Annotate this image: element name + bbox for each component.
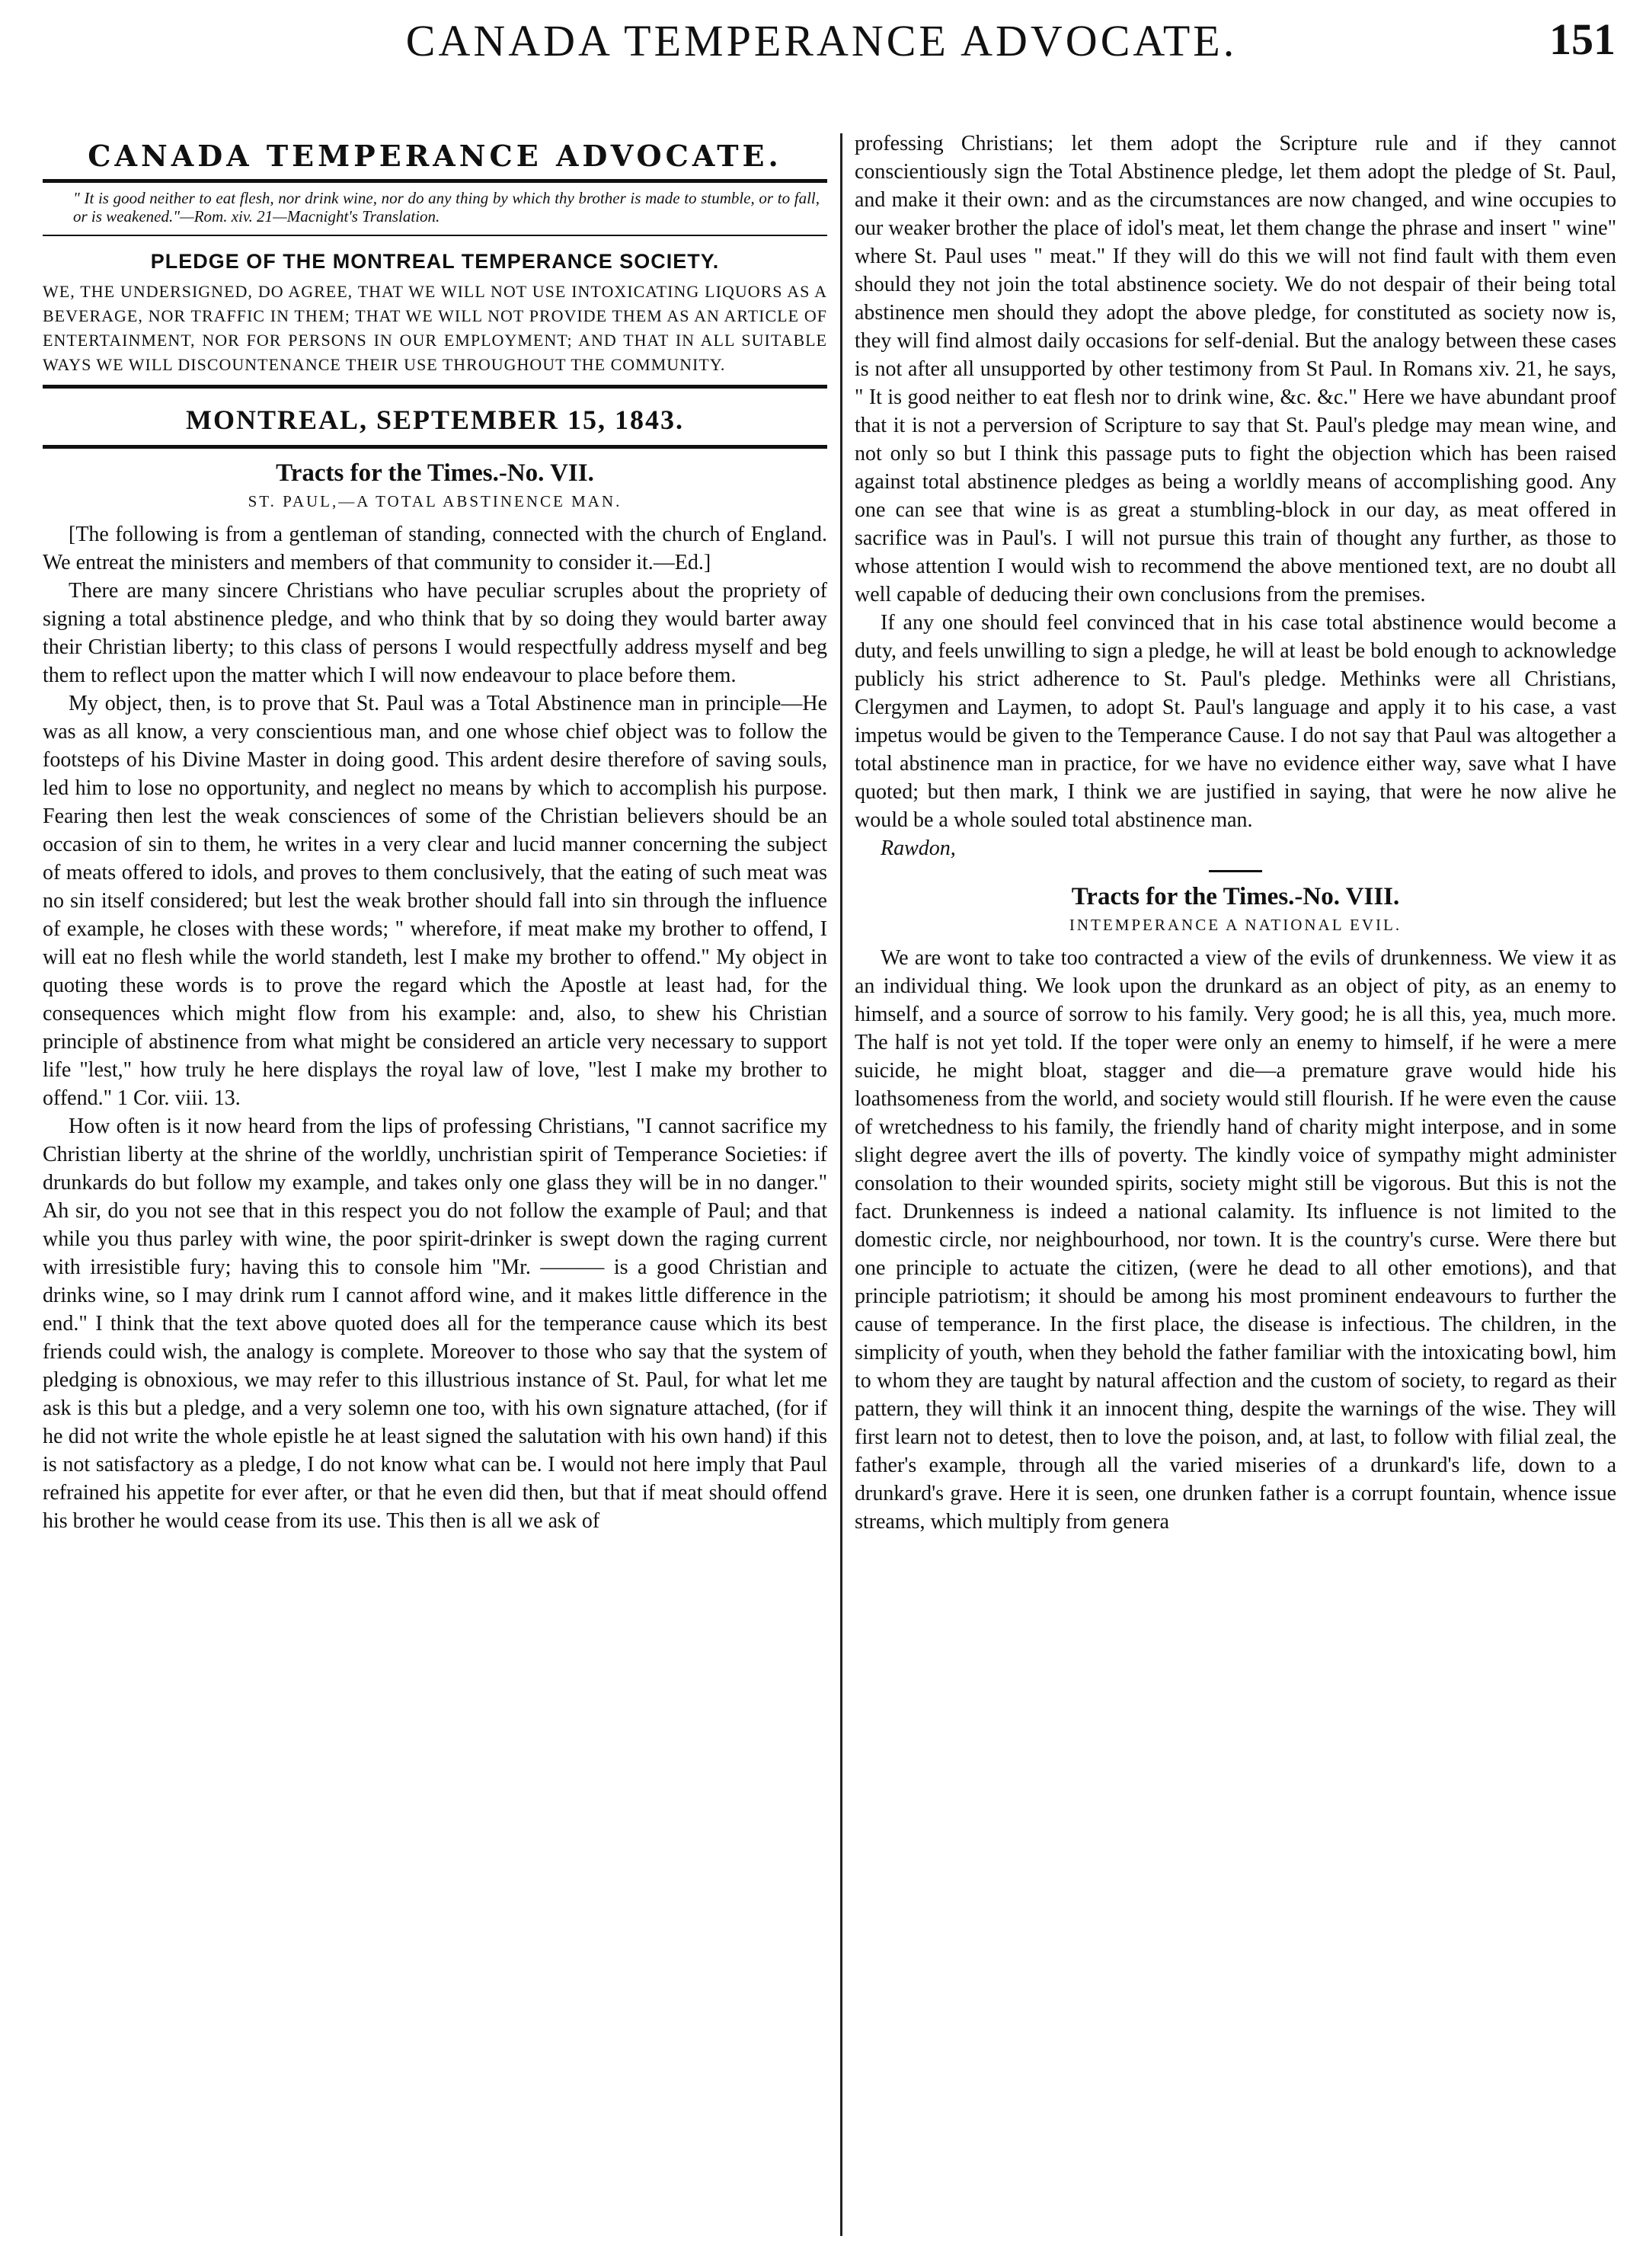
tract-title: Tracts for the Times.-No. VIII.: [1071, 883, 1400, 910]
body-paragraph: How often is it now heard from the lips of professing Christians, "I cannot sacrifice my Christian liberty at the shrine of the worldly, unchristian spirit of Temperance Societies: if drunkards do but follow my example, and takes only one glass they will be in no danger." Ah sir, do you not see that in this respect you do not follow the example of Paul; and that while you thus parley with wine, the poor spirit-drinker is swept down the raging current with irresistible fury; having this to console him "Mr. ——— is a good Christian and drinks wine, so I may drink rum I cannot afford wine, and it makes little difference in the end." I think that the text above quoted does all for the temperance cause which its best friends could wish, the analogy is complete. Moreover to those who say that the system of pledging is obnoxious, we may refer to this illustrious instance of St. Paul, for what let me ask is this but a pledge, and a very solemn one too, with his own signature attached, (for if he did not write the whole epistle he at least signed the salutation with his own hand) if this is not satisfactory as a pledge, I do not know what can be. I would not here imply that Paul refrained his appetite for ever after, or that he even did then, but that if meat should offend his brother he would cease from its use. This then is all we ask of: [43, 1115, 827, 1533]
body-paragraph: professing Christians; let them adopt the Scripture rule and if they cannot conscientiously sign the Total Abstinence pledge, let them adopt the pledge of St. Paul, and make it their own: and as the circumstances are now changed, and wine occupies to our weaker brother the place of idol's meat, let them change the phrase and insert " wine" where St. Paul uses " meat." If they will do this we will not find fault with them even should they not join the total abstinence society. We do not despair of their being total abstinence men should they adopt the above pledge, for constituted as society now is, they will find almost daily occasions for self-denial. But the analogy between these cases is not after all unsupported by other testimony from St Paul. In Romans xiv. 21, he says, " It is good neither to eat flesh nor to drink wine, &c. &c." Here we have abundant proof that it is not a perversion of Scripture to say that St. Paul's pledge may mean wine, and not only so but I think this passage puts to fight the objection which has been raised against total abstinence pledges as being a worldly means of accomplishing good. Any one can see that wine is as great a stumbling-block in our day, as meat offered in sacrifice was in Paul's. I will not pursue this train of thought any further, as those to whose attention I would wish to recommend the above mentioned text, are no doubt all well capable of deducing their own conclusions from the premises.: [855, 132, 1616, 606]
masthead-rule: [43, 179, 827, 183]
section-divider: [1209, 870, 1262, 872]
masthead: CANADA TEMPERANCE ADVOCATE.: [88, 139, 782, 173]
signature: Rawdon,: [881, 837, 956, 860]
right-column: [855, 130, 1616, 2247]
pledge-title: PLEDGE OF THE MONTREAL TEMPERANCE SOCIETY.: [150, 250, 720, 273]
pledge-text: WE, THE UNDERSIGNED, DO AGREE, THAT WE WILL NOT USE INTOXICATING LIQUORS AS A BEVERAGE, NOR TRAFFIC IN THEM; THAT WE WILL NOT PROVIDE THEM AS AN ARTICLE OF ENTERTAINMENT, NOR FOR PERSONS IN OUR EMPLOYMENT; AND THAT IN ALL SUITABLE WAYS WE WILL DISCOUNTENANCE THEIR USE THROUGHOUT THE COMMUNITY.: [43, 282, 827, 374]
page-number: 151: [1549, 14, 1616, 64]
running-title: CANADA TEMPERANCE ADVOCATE.: [405, 16, 1238, 66]
motto-rule: [43, 235, 827, 236]
editor-note: [The following is from a gentleman of standing, connected with the church of England. We entreat the ministers and members of that community to consider it.—Ed.]: [43, 523, 827, 574]
motto: " It is good neither to eat flesh, nor drink wine, nor do any thing by which thy brother is made to stumble, or to fall, or is weakened."—Rom. xiv. 21—Macnight's Translation.: [73, 189, 820, 226]
column-rule: [840, 133, 842, 2236]
left-column: [43, 130, 827, 2247]
body-paragraph: There are many sincere Christians who have peculiar scruples about the propriety of signing a total abstinence pledge, and who think that by so doing they would barter away their Christian liberty; to this class of persons I would respectfully address myself and beg them to reflect upon the matter which I will now endeavour to place before them.: [43, 579, 827, 687]
running-head: [0, 6, 1643, 67]
body-paragraph: My object, then, is to prove that St. Paul was a Total Abstinence man in principle—He was as all know, a very conscientious man, and one whose chief object was to follow the footsteps of his Divine Master in doing good. This ardent desire therefore of saving souls, led him to lose no opportunity, and neglect no means by which to accomplish his purpose. Fearing then lest the weak consciences of some of the Christian believers should be an occasion of sin to them, he writes in a very clear and lucid manner concerning the subject of meats offered to idols, and proves to them conclusively, that the eating of such meat was no sin itself considered; but lest the weak brother should fall into sin through the influence of example, he closes with these words; " wherefore, if meat make my brother to offend, I will eat no flesh while the world standeth, lest I make my brother to offend." My object in quoting these words is to prove the regard which the Apostle at least had, for the consequences which might flow from his example: and, also, to shew his Christian principle of abstinence from what might be considered an article very necessary to support life "lest," how truly he here displays the royal law of love, "lest I make my brother to offend." 1 Cor. viii. 13.: [43, 692, 827, 1110]
tract-subtitle: INTEMPERANCE A NATIONAL EVIL.: [1069, 916, 1402, 934]
dateline: MONTREAL, SEPTEMBER 15, 1843.: [185, 405, 685, 435]
body-paragraph: If any one should feel convinced that in his case total abstinence would become a duty, and feels unwilling to sign a pledge, he will at least be bold enough to acknowledge publicly his strict adherence to St. Paul's pledge. Methinks were all Christians, Clergymen and Laymen, to adopt St. Paul's language and apply it to his case, a vast impetus would be given to the Temperance Cause. I do not say that Paul was altogether a total abstinence man in practice, for we have no evidence either way, save what I have quoted; but then mark, I think we are justified in saying, that were he now alive he would be a whole souled total abstinence man.: [855, 611, 1616, 832]
pledge-rule: [43, 385, 827, 389]
dateline-rule: [43, 445, 827, 449]
tract-title: Tracts for the Times.-No. VII.: [276, 459, 594, 487]
body-paragraph: We are wont to take too contracted a view of the evils of drunkenness. We view it as an individual thing. We look upon the drunkard as an object of pity, as an enemy to himself, and a source of sorrow to his family. Very good; he is all this, yea, much more. The half is not yet told. If the toper were only an enemy to himself, if he were a mere suicide, he might bloat, stagger and die—a premature grave would hide his loathsomeness from the world, and society would still flourish. If he were even the cause of wretchedness to his family, the friendly hand of charity might interpose, and in some slight degree avert the ills of poverty. The kindly voice of sympathy might administer consolation to their wounded spirits, society might still be vigorous. But this is not the fact. Drunkenness is indeed a national calamity. Its influence is not limited to the domestic circle, nor neighbourhood, nor town. It is the country's curse. Were there but one principle to actuate the citizen, (were he dead to all other emotions), and that principle patriotism; it should be among his most prominent endeavours to further the cause of temperance. In the first place, the disease is infectious. The children, in the simplicity of youth, when they behold the father familiar with the intoxicating bowl, him to whom they are taught by natural affection and the custom of society, to regard as their pattern, they will think it an innocent thing, despite the warnings of the wise. They will first learn not to detest, then to love the poison, and, at last, to follow with filial zeal, the father's example, through all the varied miseries of a drunkard's life, down to a drunkard's grave. Here it is seen, one drunken father is a corrupt fountain, whence issue streams, which multiply from genera: [855, 946, 1616, 1534]
tract-subtitle: ST. PAUL,—A TOTAL ABSTINENCE MAN.: [248, 492, 622, 510]
